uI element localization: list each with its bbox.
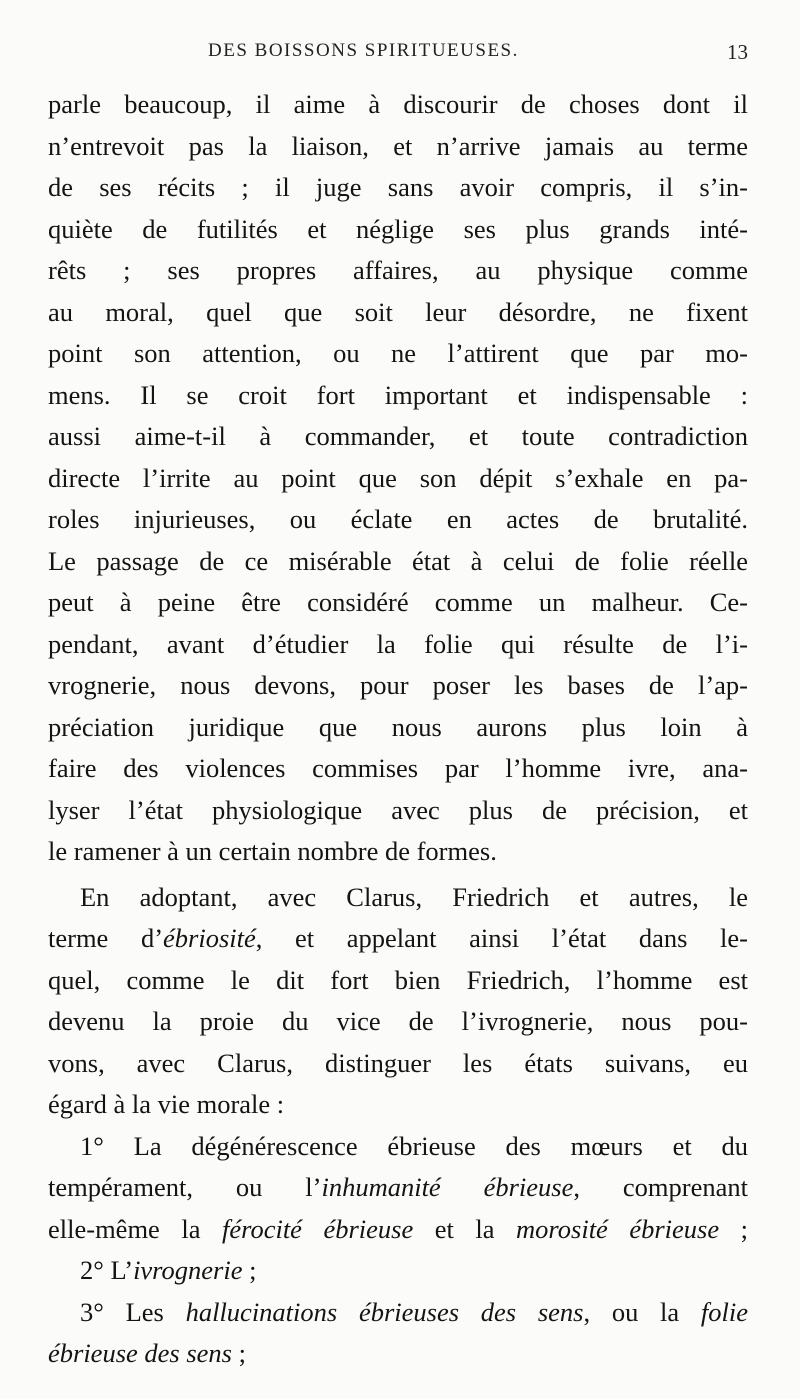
list-item: [48, 1250, 748, 1292]
text-line: roles injurieuses, ou éclate en actes de brutalité.: [48, 504, 748, 534]
text-line: [48, 1209, 748, 1251]
text-line: devenu la proie du vice de l’ivrognerie, nous pou-: [48, 1006, 748, 1036]
italic-term: férocité ébrieuse: [221, 1213, 414, 1244]
page-number: 13: [727, 40, 748, 64]
text-run: ;: [242, 1255, 257, 1285]
text-line: préciation juridique que nous aurons plus loin à: [48, 711, 748, 742]
text-line: le ramener à un certain nombre de formes.: [48, 836, 497, 866]
text-line: mens. Il se croit fort important et indispensable :: [48, 379, 748, 410]
text-line: [48, 1167, 748, 1209]
italic-term: inhumanité ébrieuse: [321, 1172, 574, 1202]
page-header: [48, 40, 748, 76]
text-line: [48, 918, 748, 960]
body-text: [48, 84, 748, 1375]
text-line: parle beaucoup, il aime à discourir de choses dont il: [48, 89, 748, 119]
text-run: , et appelant ainsi l’état dans le-: [255, 923, 748, 953]
text-line: vons, avec Clarus, distinguer les états suivans, eu: [48, 1047, 748, 1078]
text-line: peut à peine être considéré comme un malheur. Ce-: [48, 587, 748, 617]
italic-term: folie: [700, 1296, 749, 1327]
text-line: directe l’irrite au point que son dépit s’exhale en pa-: [48, 462, 748, 493]
text-run: terme d’: [48, 923, 164, 953]
text-line: point son attention, ou ne l’attirent que par mo-: [48, 338, 748, 368]
text-run: tempérament, ou l’: [48, 1172, 322, 1202]
text-run: et la: [413, 1213, 517, 1244]
text-line: au moral, quel que soit leur désordre, ne fixent: [48, 296, 748, 327]
text-run: ;: [232, 1338, 246, 1368]
italic-term: ébriosité: [163, 923, 256, 953]
italic-term: ébrieuse des sens: [48, 1338, 232, 1368]
list-item: 1° La dégénérescence ébrieuse des mœurs et du: [80, 1130, 748, 1161]
text-line: de ses récits ; il juge sans avoir compris, il s’in-: [48, 172, 748, 202]
italic-term: morosité ébrieuse: [516, 1213, 720, 1244]
text-line: Le passage de ce misérable état à celui de folie réelle: [48, 545, 748, 576]
italic-term: ivrognerie: [133, 1255, 243, 1285]
running-head: DES BOISSONS SPIRITUEUSES.: [208, 40, 519, 61]
text-run: , ou la: [583, 1296, 701, 1327]
text-run: 3° Les: [80, 1296, 186, 1327]
text-line: pendant, avant d’étudier la folie qui résulte de l’i-: [48, 628, 748, 659]
text-line: n’entrevoit pas la liaison, et n’arrive jamais au terme: [48, 130, 748, 161]
text-line: quiète de futilités et néglige ses plus grands inté-: [48, 213, 748, 244]
text-line: aussi aime-t-il à commander, et toute contradiction: [48, 421, 748, 451]
text-line: lyser l’état physiologique avec plus de précision, et: [48, 794, 748, 825]
italic-term: hallucinations ébrieuses des sens: [185, 1296, 584, 1327]
text-line: En adoptant, avec Clarus, Friedrich et autres, le: [80, 881, 748, 912]
text-run: elle-même la: [48, 1213, 222, 1244]
text-line: quel, comme le dit fort bien Friedrich, l’homme est: [48, 964, 748, 995]
text-line: rêts ; ses propres affaires, au physique comme: [48, 255, 748, 285]
text-run: ;: [719, 1213, 748, 1244]
text-line: [48, 1333, 748, 1375]
list-item: [48, 1292, 748, 1334]
text-run: 2° L’: [80, 1255, 134, 1285]
text-line: vrognerie, nous devons, pour poser les bases de l’ap-: [48, 670, 748, 700]
text-run: , comprenant: [573, 1172, 748, 1202]
text-line: faire des violences commises par l’homme ivre, ana-: [48, 753, 748, 783]
text-line: égard à la vie morale :: [48, 1089, 285, 1119]
